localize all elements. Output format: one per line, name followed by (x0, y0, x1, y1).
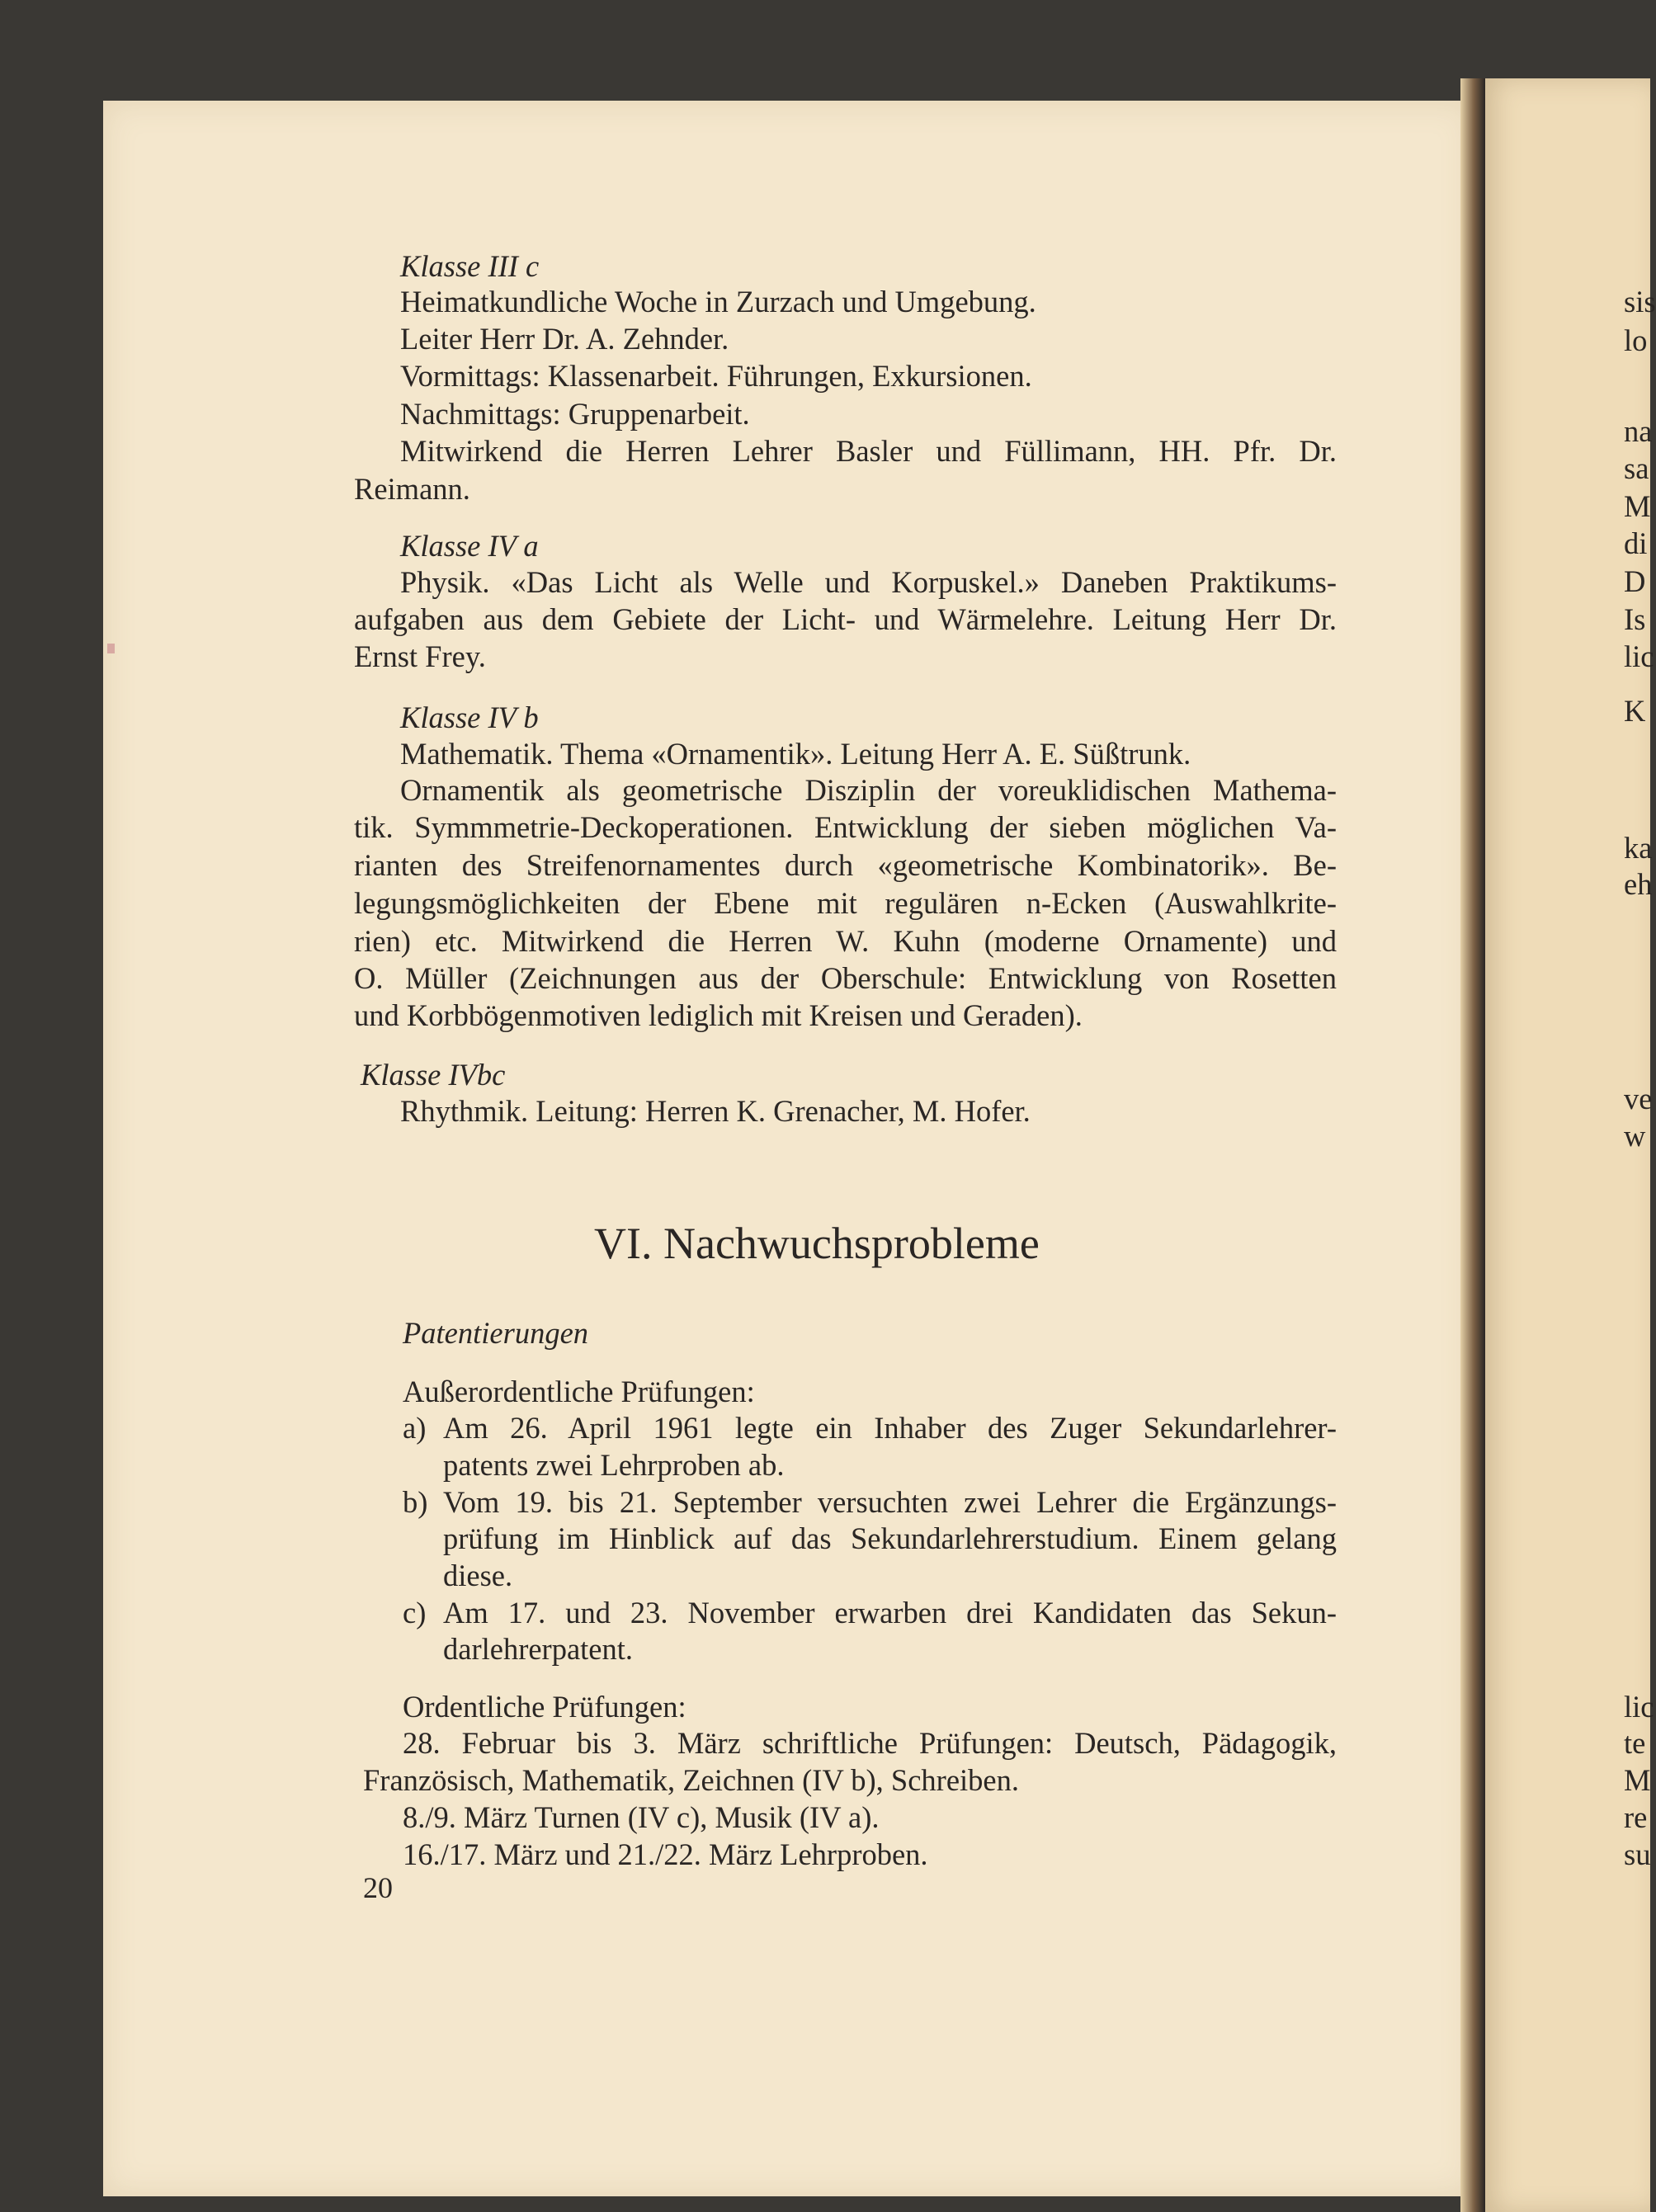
list-item-line: patents zwei Lehrproben ab. (443, 1448, 785, 1482)
class-ivb-line: O. Müller (Zeichnungen aus der Oberschule: Entwicklung von Rosetten (354, 961, 1337, 995)
patentierungen-heading: Patentierungen (403, 1316, 589, 1350)
right-page-fragment: di (1624, 526, 1648, 560)
class-ivbc-heading: Klasse IVbc (361, 1058, 506, 1092)
right-page-fragment: M (1624, 1763, 1651, 1797)
right-page-fragment: M (1624, 489, 1651, 523)
class-ivbc-line: Rhythmik. Leitung: Herren K. Grenacher, M. Hofer. (400, 1094, 1031, 1128)
list-item-line: diese. (443, 1559, 513, 1592)
right-page-fragment: D (1624, 564, 1646, 598)
ordinary-exams-line: 28. Februar bis 3. März schriftliche Prüfungen: Deutsch, Pädagogik, (403, 1726, 1337, 1760)
list-marker: c) (403, 1596, 427, 1630)
ordinary-exams-line: 8./9. März Turnen (IV c), Musik (IV a). (403, 1800, 880, 1834)
class-ivb-line: und Korbbögenmotiven lediglich mit Kreisen und Geraden). (354, 998, 1083, 1032)
class-iiic-line: Mitwirkend die Herren Lehrer Basler und Füllimann, HH. Pfr. Dr. (400, 434, 1337, 468)
class-iiic-line: Nachmittags: Gruppenarbeit. (400, 397, 750, 431)
class-iva-heading: Klasse IV a (400, 529, 539, 563)
class-iiic-line: Heimatkundliche Woche in Zurzach und Umgebung. (400, 285, 1036, 318)
class-ivb-line: Mathematik. Thema «Ornamentik». Leitung Herr A. E. Süßtrunk. (400, 737, 1191, 771)
class-iiic-line: Reimann. (354, 472, 470, 506)
page-number: 20 (363, 1871, 393, 1904)
extraordinary-exams-label: Außerordentliche Prüfungen: (403, 1375, 755, 1408)
class-iiic-line: Leiter Herr Dr. A. Zehnder. (400, 322, 729, 356)
class-ivb-line: rien) etc. Mitwirkend die Herren W. Kuhn (moderne Ornamente) und (354, 924, 1337, 958)
right-page-fragment: su (1624, 1837, 1651, 1871)
ordinary-exams-line: Französisch, Mathematik, Zeichnen (IV b), Schreiben. (363, 1763, 1019, 1797)
right-page-fragment: ve (1624, 1082, 1653, 1115)
list-item-line: Am 17. und 23. November erwarben drei Kandidaten das Sekun- (443, 1596, 1337, 1630)
right-page-fragment: sa (1624, 451, 1649, 485)
right-page-fragment: re (1624, 1800, 1648, 1834)
right-page-fragment: Is (1624, 602, 1646, 636)
section-heading: VI. Nachwuchsprobleme (594, 1219, 1040, 1268)
class-iva-line: aufgaben aus dem Gebiete der Licht- und Wärmelehre. Leitung Herr Dr. (354, 602, 1337, 636)
class-ivb-line: Ornamentik als geometrische Disziplin der voreuklidischen Mathema- (400, 773, 1337, 807)
right-page-fragment: lic (1624, 639, 1654, 673)
right-page-fragment: lic (1624, 1690, 1654, 1724)
list-item-line: prüfung im Hinblick auf das Sekundarlehrerstudium. Einem gelang (443, 1521, 1337, 1555)
right-page-fragment: te (1624, 1726, 1646, 1760)
left-page (103, 101, 1473, 2196)
class-iva-line: Ernst Frey. (354, 639, 486, 673)
class-ivb-line: rianten des Streifenornamentes durch «geometrische Kombinatorik». Be- (354, 848, 1337, 882)
class-iiic-line: Vormittags: Klassenarbeit. Führungen, Exkursionen. (400, 359, 1032, 393)
ordinary-exams-line: 16./17. März und 21./22. März Lehrproben. (403, 1837, 928, 1871)
class-ivb-line: tik. Symmmetrie-Deckoperationen. Entwicklung der sieben möglichen Va- (354, 810, 1337, 844)
right-page-fragment: w (1624, 1119, 1646, 1153)
class-iva-line: Physik. «Das Licht als Welle und Korpuskel.» Daneben Praktikums- (400, 565, 1337, 599)
list-item-line: Am 26. April 1961 legte ein Inhaber des Zuger Sekundarlehrer- (443, 1411, 1337, 1445)
right-page-fragment: sis (1624, 285, 1656, 318)
page-edge-mark (107, 644, 115, 653)
class-iiic-heading: Klasse III c (400, 249, 540, 283)
class-ivb-line: legungsmöglichkeiten der Ebene mit regulären n-Ecken (Auswahlkrite- (354, 886, 1337, 920)
right-page-fragment: lo (1624, 323, 1648, 357)
class-ivb-heading: Klasse IV b (400, 700, 539, 734)
list-item-line: darlehrerpatent. (443, 1632, 634, 1666)
list-marker: a) (403, 1411, 427, 1445)
ordinary-exams-label: Ordentliche Prüfungen: (403, 1690, 686, 1724)
right-page-fragment: na (1624, 414, 1653, 448)
list-item-line: Vom 19. bis 21. September versuchten zwei Lehrer die Ergänzungs- (443, 1485, 1337, 1519)
right-page-fragment: eh (1624, 867, 1653, 901)
right-page-fragment: ka (1624, 831, 1653, 865)
list-marker: b) (403, 1485, 428, 1519)
book-gutter (1460, 78, 1485, 2212)
right-page-fragment: K (1624, 694, 1646, 728)
